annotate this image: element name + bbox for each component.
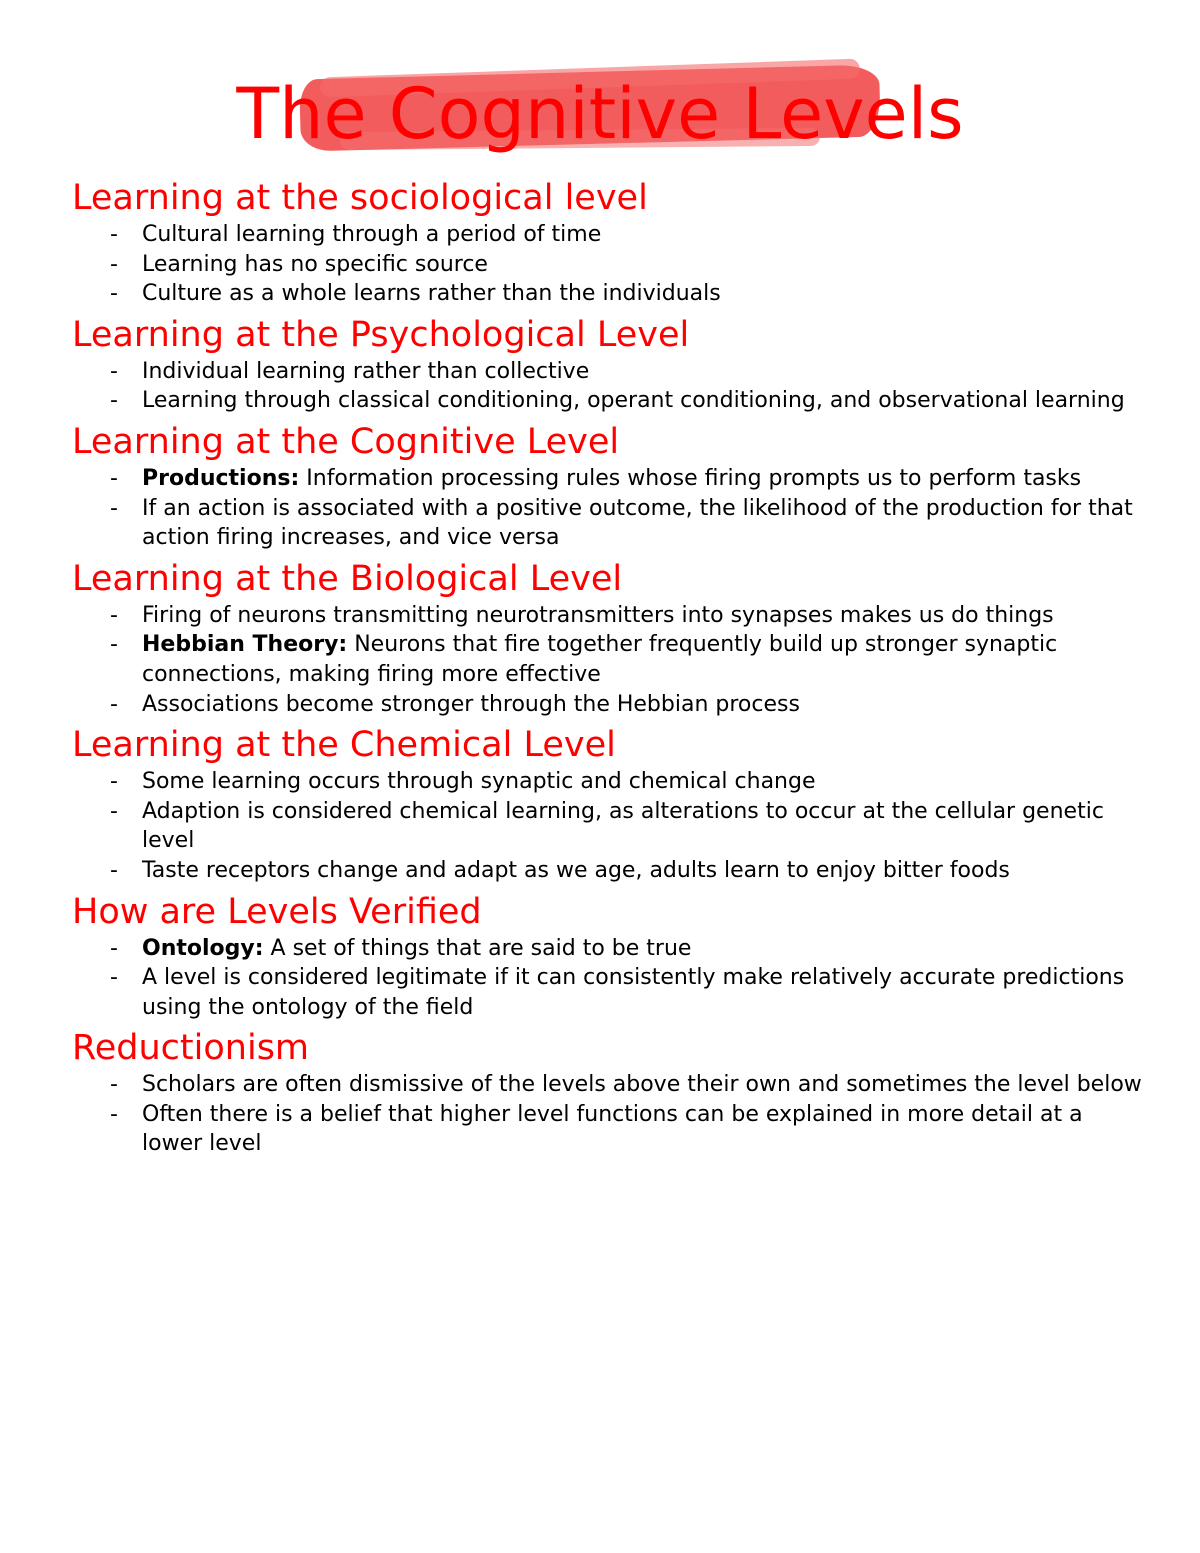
bullet-dash-icon: - bbox=[110, 465, 118, 491]
item-text: Learning has no specific source bbox=[142, 251, 488, 277]
list-item bbox=[72, 601, 1142, 631]
section bbox=[72, 313, 1142, 416]
title-banner bbox=[0, 62, 1200, 162]
section-heading: Learning at the sociological level bbox=[72, 178, 648, 218]
bullet-dash-icon: - bbox=[110, 935, 118, 961]
list-item bbox=[72, 767, 1142, 797]
item-text: Information processing rules whose firing prompts us to perform tasks bbox=[299, 465, 1082, 491]
bullet-dash-icon: - bbox=[110, 965, 118, 991]
item-text: Associations become stronger through the Hebbian process bbox=[142, 691, 800, 717]
bullet-list bbox=[72, 1070, 1142, 1159]
bullet-dash-icon: - bbox=[110, 769, 118, 795]
section bbox=[72, 176, 1142, 309]
bullet-dash-icon: - bbox=[110, 1101, 118, 1127]
list-item bbox=[72, 934, 1142, 964]
list-item bbox=[72, 250, 1142, 280]
bullet-dash-icon: - bbox=[110, 798, 118, 824]
item-text: Learning through classical conditioning, operant conditioning, and observational learning bbox=[142, 388, 1125, 414]
list-item bbox=[72, 1070, 1142, 1100]
bullet-dash-icon: - bbox=[110, 495, 118, 521]
item-text: Neurons that fire together frequently build up stronger synaptic connections, making firing more effective bbox=[142, 632, 1058, 687]
list-item bbox=[72, 386, 1142, 416]
list-item bbox=[72, 690, 1142, 720]
section-heading: How are Levels Verified bbox=[72, 891, 482, 932]
section-heading: Learning at the Chemical Level bbox=[72, 725, 616, 766]
list-item bbox=[72, 279, 1142, 309]
section-heading: Learning at the Psychological Level bbox=[72, 314, 690, 355]
section bbox=[72, 890, 1142, 1023]
list-item bbox=[72, 494, 1142, 553]
list-item bbox=[72, 357, 1142, 387]
item-text: Individual learning rather than collective bbox=[142, 358, 590, 384]
bullet-dash-icon: - bbox=[110, 602, 118, 628]
item-text: Often there is a belief that higher level functions can be explained in more detail at a lower level bbox=[142, 1101, 1083, 1157]
item-text: Adaption is considered chemical learning, as alterations to occur at the cellular genetic level bbox=[142, 798, 1104, 854]
section bbox=[72, 1026, 1142, 1159]
item-text: Firing of neurons transmitting neurotransmitters into synapses makes us do things bbox=[142, 602, 1054, 628]
bullet-list bbox=[72, 357, 1142, 416]
bullet-list bbox=[72, 767, 1142, 885]
section-heading: Learning at the Cognitive Level bbox=[72, 421, 620, 462]
list-item bbox=[72, 1100, 1142, 1159]
page-title: The Cognitive Levels bbox=[236, 73, 964, 155]
item-text: Taste receptors change and adapt as we age, adults learn to enjoy bitter foods bbox=[142, 857, 1010, 883]
list-item bbox=[72, 630, 1142, 689]
item-text: Cultural learning through a period of time bbox=[142, 222, 602, 247]
item-text: Some learning occurs through synaptic and chemical change bbox=[142, 769, 816, 795]
bullet-dash-icon: - bbox=[110, 281, 118, 307]
item-term: Ontology: bbox=[142, 935, 264, 961]
bullet-dash-icon: - bbox=[110, 632, 118, 658]
bullet-list bbox=[72, 601, 1142, 719]
bullet-dash-icon: - bbox=[110, 1072, 118, 1098]
bullet-dash-icon: - bbox=[110, 358, 118, 384]
item-text: Scholars are often dismissive of the levels above their own and sometimes the level below bbox=[142, 1072, 1142, 1098]
item-term: Productions: bbox=[142, 465, 300, 491]
item-term: Hebbian Theory: bbox=[142, 632, 348, 658]
list-item bbox=[72, 220, 1142, 250]
bullet-dash-icon: - bbox=[110, 222, 118, 247]
document-body bbox=[72, 176, 1142, 1163]
section-heading: Reductionism bbox=[72, 1028, 310, 1069]
bullet-list bbox=[72, 220, 1142, 309]
section bbox=[72, 557, 1142, 719]
item-text: If an action is associated with a positive outcome, the likelihood of the production for that action firing increases, and vice versa bbox=[142, 495, 1133, 551]
section bbox=[72, 420, 1142, 553]
item-text: A level is considered legitimate if it can consistently make relatively accurate predictions using the ontology of the field bbox=[142, 965, 1125, 1020]
bullet-dash-icon: - bbox=[110, 857, 118, 883]
list-item bbox=[72, 856, 1142, 886]
bullet-dash-icon: - bbox=[110, 251, 118, 277]
list-item bbox=[72, 797, 1142, 856]
bullet-list bbox=[72, 934, 1142, 1023]
section-heading: Learning at the Biological Level bbox=[72, 558, 623, 599]
section bbox=[72, 723, 1142, 885]
list-item bbox=[72, 464, 1142, 494]
list-item bbox=[72, 963, 1142, 1022]
bullet-dash-icon: - bbox=[110, 388, 118, 414]
item-text: Culture as a whole learns rather than the individuals bbox=[142, 281, 721, 307]
bullet-list bbox=[72, 464, 1142, 553]
bullet-dash-icon: - bbox=[110, 691, 118, 717]
item-text: A set of things that are said to be true bbox=[263, 935, 692, 961]
